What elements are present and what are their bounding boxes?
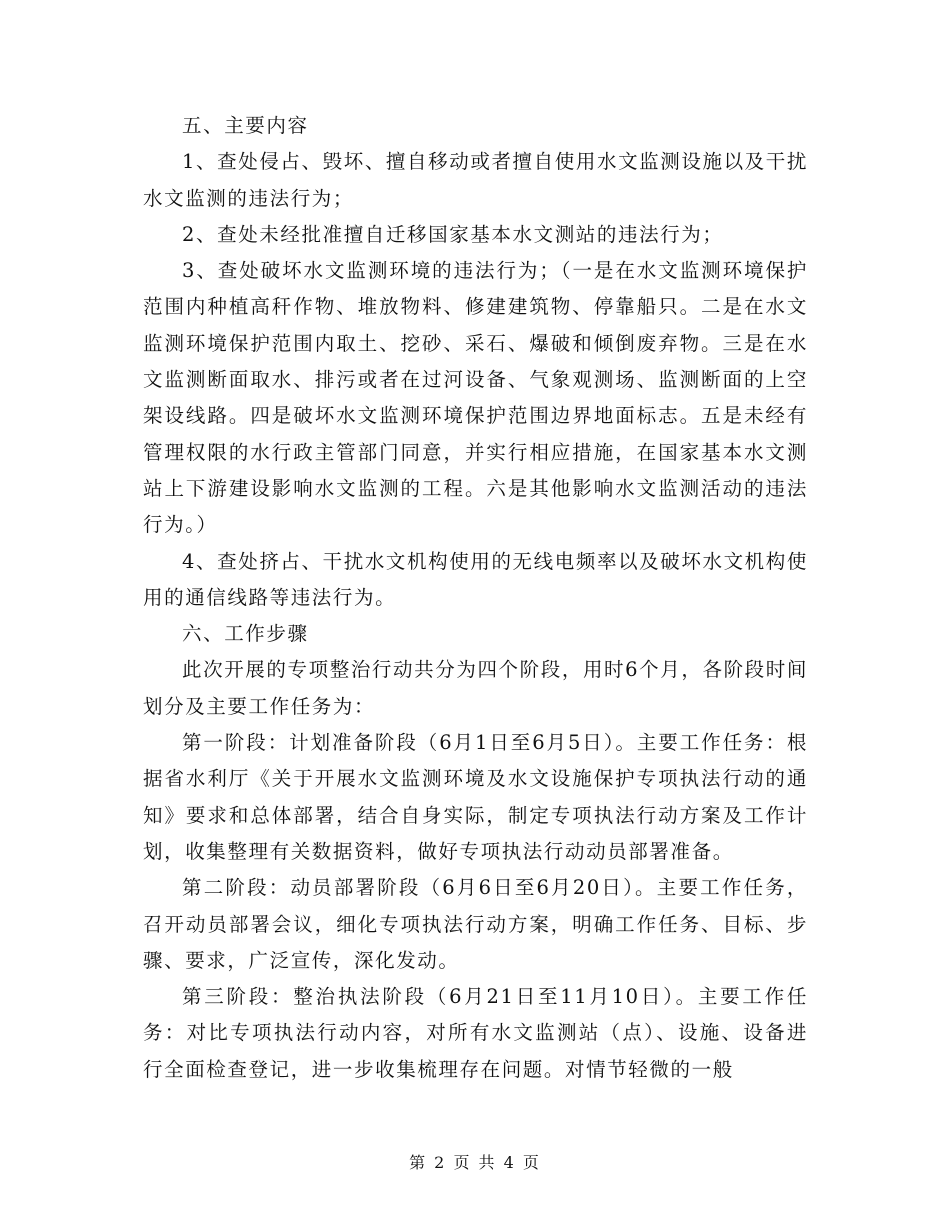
section-heading-main-content: 五、主要内容 <box>182 114 309 137</box>
paragraph-item-4: 4、查处挤占、干扰水文机构使用的无线电频率以及破坏水文机构使用的通信线路等违法行为。 <box>143 549 808 609</box>
paragraph-stage-3: 第三阶段：整治执法阶段（6月21日至11月10日）。主要工作任务：对比专项执法行动内容，对所有水文监测站（点）、设施、设备进行全面检查登记，进一步收集梳理存在问题。对情节轻微的一般 <box>143 985 808 1081</box>
paragraph-item-2: 2、查处未经批准擅自迁移国家基本水文测站的违法行为； <box>182 222 724 246</box>
section-heading-work-steps: 六、工作步骤 <box>182 622 309 646</box>
paragraph-item-1: 1、查处侵占、毁坏、擅自移动或者擅自使用水文监测设施以及干扰水文监测的违法行为； <box>143 150 808 210</box>
document-body <box>143 108 808 1088</box>
paragraph-stage-1: 第一阶段：计划准备阶段（6月1日至6月5日）。主要工作任务：根据省水利厅《关于开展水文监测环境及水文设施保护专项执法行动的通知》要求和总体部署，结合自身实际，制定专项执法行动方案及工作计划，收集整理有关数据资料，做好专项执法行动动员部署准备。 <box>143 731 808 863</box>
page-number-footer: 第 2 页 共 4 页 <box>409 1153 541 1172</box>
paragraph-stage-2: 第二阶段：动员部署阶段（6月6日至6月20日）。主要工作任务，召开动员部署会议，细化专项执法行动方案，明确工作任务、目标、步骤、要求，广泛宣传，深化发动。 <box>143 876 808 972</box>
paragraph-item-3: 3、查处破坏水文监测环境的违法行为；（一是在水文监测环境保护范围内种植高秆作物、堆放物料、修建建筑物、停靠船只。二是在水文监测环境保护范围内取土、挖砂、采石、爆破和倾倒废弃物。三是在水文监测断面取水、排污或者在过河设备、气象观测场、监测断面的上空架设线路。四是破坏水文监测环境保护范围边界地面标志。五是未经有管理权限的水行政主管部门同意，并实行相应措施，在国家基本水文测站上下游建设影响水文监测的工程。六是其他影响水文监测活动的违法行为。） <box>143 259 808 537</box>
paragraph-overview: 此次开展的专项整治行动共分为四个阶段，用时6个月，各阶段时间划分及主要工作任务为： <box>143 658 808 718</box>
